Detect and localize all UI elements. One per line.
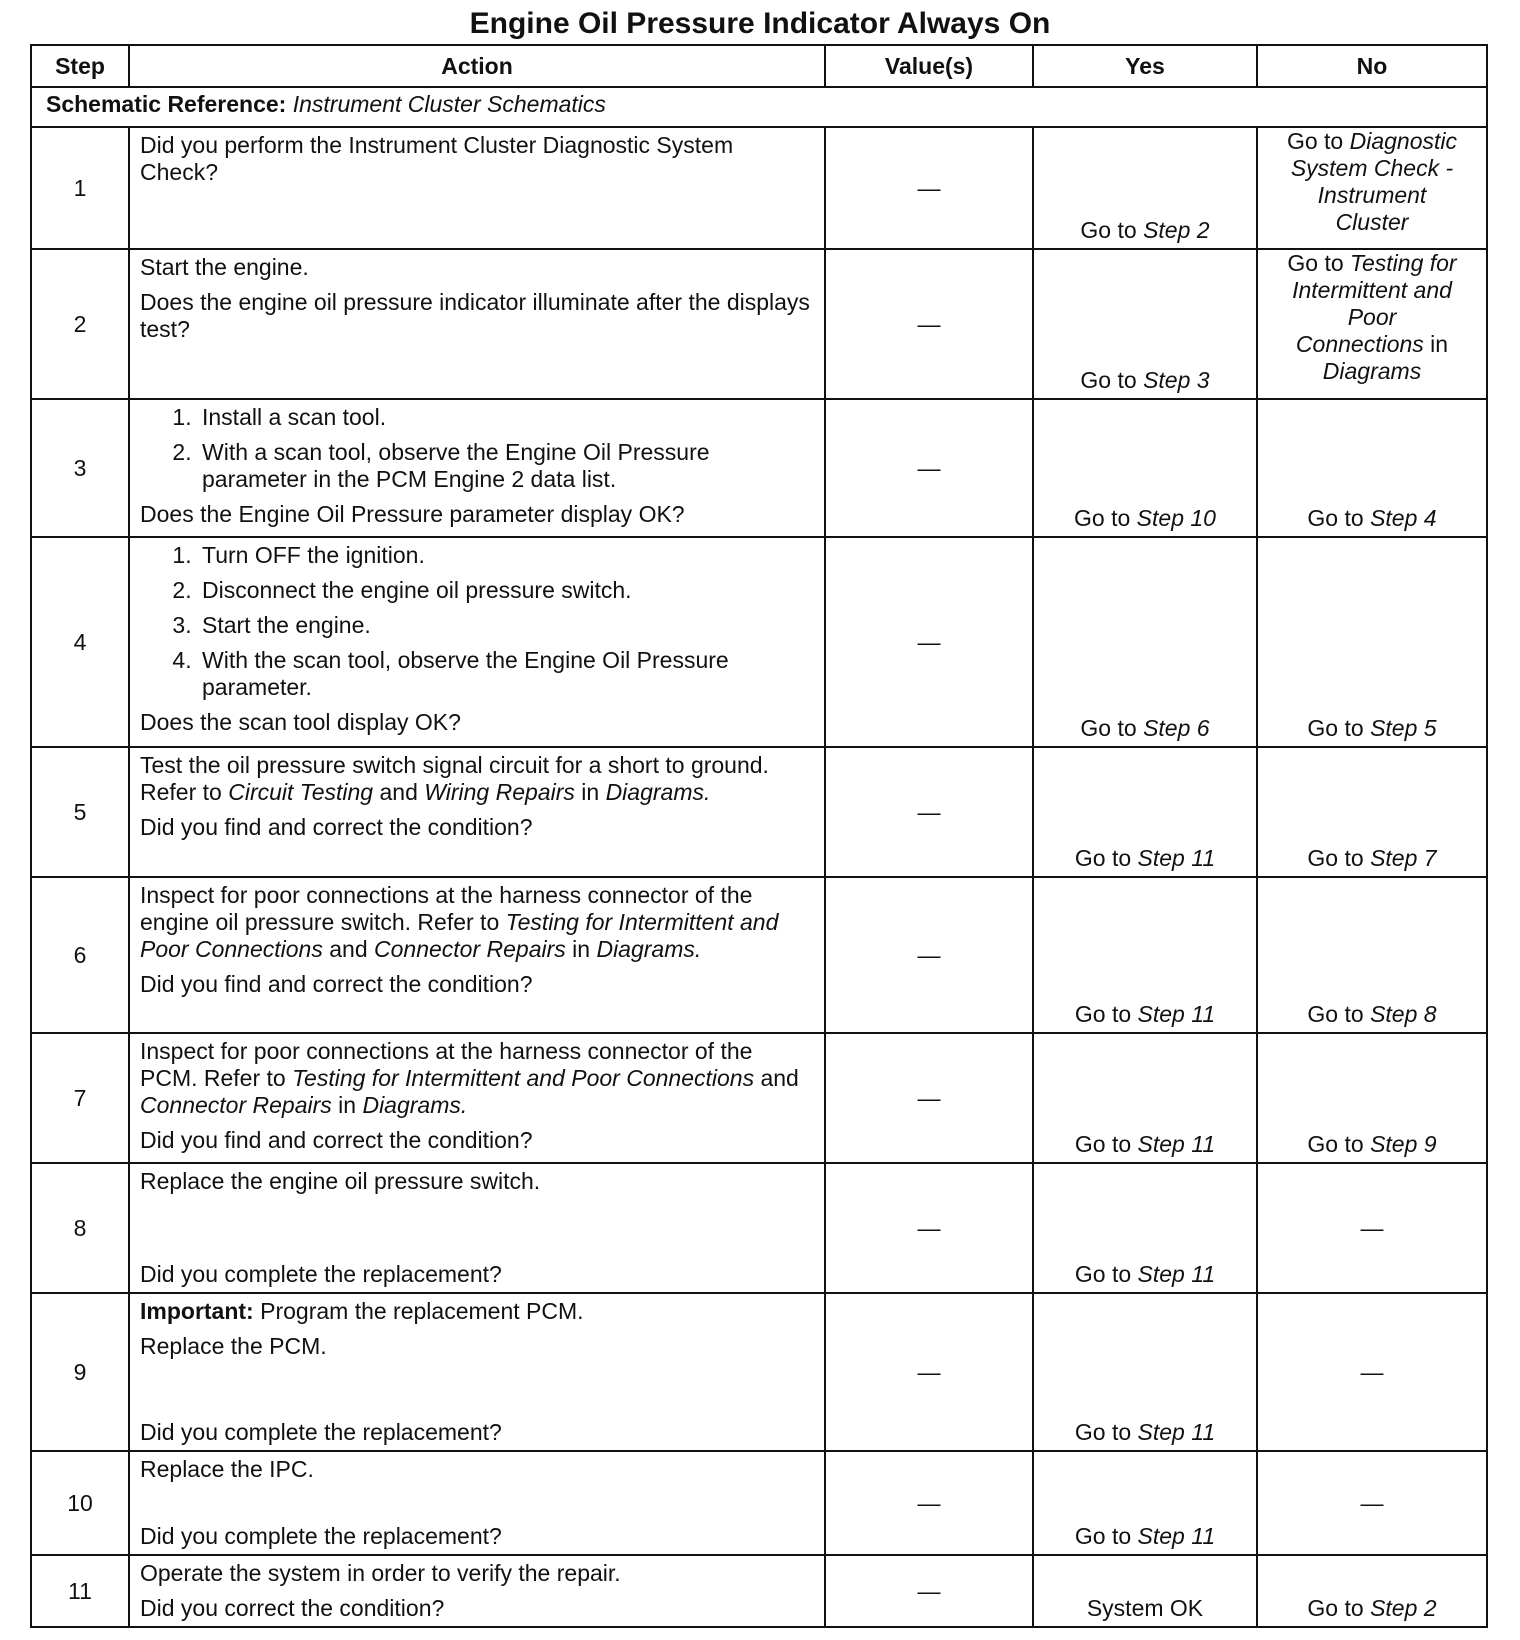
no-goto: Go to Step 5 [1307,715,1437,741]
header-step: Step [31,45,129,87]
action-list [140,404,814,493]
value-cell: — [825,127,1033,249]
yes-goto: Go to Step 11 [1074,1261,1216,1287]
no-cell: — [1257,1451,1487,1555]
action-text: Start the engine. [140,254,309,280]
table-row [31,537,1487,747]
no-goto: Go to Step 8 [1307,1001,1437,1027]
yes-cell [1033,249,1257,399]
question-text: Did you correct the condition? [140,1595,445,1621]
no-cell: — [1257,1293,1487,1451]
action-text: Operate the system in order to verify the repair. [140,1560,621,1586]
schematic-row [31,87,1487,127]
action-cell [129,1033,825,1163]
no-cell [1257,747,1487,877]
table-row [31,1163,1487,1293]
table-row [31,399,1487,537]
step-number: 3 [31,399,129,537]
schematic-label: Schematic Reference: [46,91,287,117]
table-row [31,1555,1487,1627]
important-note: Important: Program the replacement PCM. [140,1298,584,1324]
list-item: 4. With the scan tool, observe the Engine Oil Pressure parameter. [198,647,814,701]
action-cell [129,1555,825,1627]
step-number: 2 [31,249,129,399]
yes-goto: Go to Step 10 [1074,505,1216,531]
yes-goto: Go to Step 11 [1074,1523,1216,1549]
list-item: 2. Disconnect the engine oil pressure switch. [198,577,814,604]
action-cell [129,877,825,1033]
yes-cell [1033,1555,1257,1627]
step-number: 5 [31,747,129,877]
action-cell [129,747,825,877]
action-list [140,542,814,701]
yes-cell [1033,399,1257,537]
value-cell: — [825,399,1033,537]
value-cell: — [825,1163,1033,1293]
list-item: 1. Install a scan tool. [198,404,814,431]
page-title: Engine Oil Pressure Indicator Always On [469,7,1051,40]
header-action: Action [129,45,825,87]
step-number: 1 [31,127,129,249]
no-cell [1257,537,1487,747]
no-goto: Go to Step 9 [1307,1131,1437,1157]
question-text: Did you complete the replacement? [140,1261,502,1287]
no-goto: Go to Step 4 [1307,505,1437,531]
no-cell [1257,1033,1487,1163]
header-row [31,45,1487,87]
no-goto: Go to Step 2 [1307,1595,1437,1621]
step-number: 4 [31,537,129,747]
action-cell [129,127,825,249]
yes-cell [1033,1163,1257,1293]
no-cell [1257,1555,1487,1627]
yes-goto: Go to Step 6 [1080,715,1210,741]
action-cell [129,249,825,399]
no-cell: — [1257,1163,1487,1293]
question-text: Did you complete the replacement? [140,1523,502,1549]
no-cell [1257,877,1487,1033]
action-text: Test the oil pressure switch signal circuit for a short to ground. Refer to Circuit Testing and Wiring Repairs in Diagrams. [140,752,769,805]
question-text: Does the Engine Oil Pressure parameter display OK? [140,501,685,527]
yes-goto: Go to Step 11 [1074,1419,1216,1445]
header-no: No [1257,45,1487,87]
yes-goto: Go to Step 11 [1074,845,1216,871]
yes-goto: Go to Step 11 [1074,1001,1216,1027]
value-cell: — [825,1451,1033,1555]
step-number: 10 [31,1451,129,1555]
value-cell: — [825,1293,1033,1451]
yes-cell [1033,877,1257,1033]
value-cell: — [825,1555,1033,1627]
action-text: Did you perform the Instrument Cluster Diagnostic System Check? [140,132,734,185]
question-text: Does the engine oil pressure indicator illuminate after the displays test? [140,289,810,342]
action-text: Replace the PCM. [140,1333,327,1359]
diagnostic-table [30,44,1488,1628]
question-text: Does the scan tool display OK? [140,709,461,735]
table-row [31,747,1487,877]
no-cell [1257,399,1487,537]
action-cell [129,1451,825,1555]
action-cell [129,1293,825,1451]
table-row [31,1033,1487,1163]
question-text: Did you find and correct the condition? [140,814,533,840]
table-row [31,1293,1487,1451]
table-row [31,877,1487,1033]
yes-cell [1033,537,1257,747]
action-cell [129,1163,825,1293]
question-text: Did you find and correct the condition? [140,971,533,997]
question-text: Did you complete the replacement? [140,1419,502,1445]
list-item: 3. Start the engine. [198,612,814,639]
step-number: 11 [31,1555,129,1627]
header-values: Value(s) [825,45,1033,87]
value-cell: — [825,877,1033,1033]
step-number: 6 [31,877,129,1033]
action-text: Replace the IPC. [140,1456,314,1482]
action-text: Inspect for poor connections at the harness connector of the PCM. Refer to Testing for Intermittent and Poor Connections and Connector Repairs in Diagrams. [140,1038,799,1118]
step-number: 7 [31,1033,129,1163]
step-number: 9 [31,1293,129,1451]
yes-goto: Go to Step 11 [1074,1131,1216,1157]
no-cell: Go to Diagnostic System Check - Instrument Cluster [1257,127,1487,249]
yes-cell [1033,127,1257,249]
action-text: Replace the engine oil pressure switch. [140,1168,541,1194]
yes-cell [1033,1451,1257,1555]
header-yes: Yes [1033,45,1257,87]
no-cell: Go to Testing for Intermittent and Poor Connections in Diagrams [1257,249,1487,399]
list-item: 1. Turn OFF the ignition. [198,542,814,569]
list-item: 2. With a scan tool, observe the Engine Oil Pressure parameter in the PCM Engine 2 data list. [198,439,814,493]
value-cell: — [825,1033,1033,1163]
table-row [31,249,1487,399]
yes-result: System OK [1086,1595,1204,1621]
table-row [31,127,1487,249]
action-text: Inspect for poor connections at the harness connector of the engine oil pressure switch. Refer to Testing for Intermittent and Poor Connections and Connector Repairs in Diagrams. [140,882,779,962]
action-cell [129,537,825,747]
step-number: 8 [31,1163,129,1293]
action-cell [129,399,825,537]
value-cell: — [825,249,1033,399]
value-cell: — [825,747,1033,877]
schematic-reference [31,87,1487,127]
yes-cell [1033,1293,1257,1451]
yes-cell [1033,1033,1257,1163]
yes-goto: Go to Step 3 [1080,367,1210,393]
table-row [31,1451,1487,1555]
question-text: Did you find and correct the condition? [140,1127,533,1153]
yes-cell [1033,747,1257,877]
value-cell: — [825,537,1033,747]
schematic-value: Instrument Cluster Schematics [292,91,606,117]
no-goto: Go to Step 7 [1307,845,1437,871]
yes-goto: Go to Step 2 [1080,217,1210,243]
